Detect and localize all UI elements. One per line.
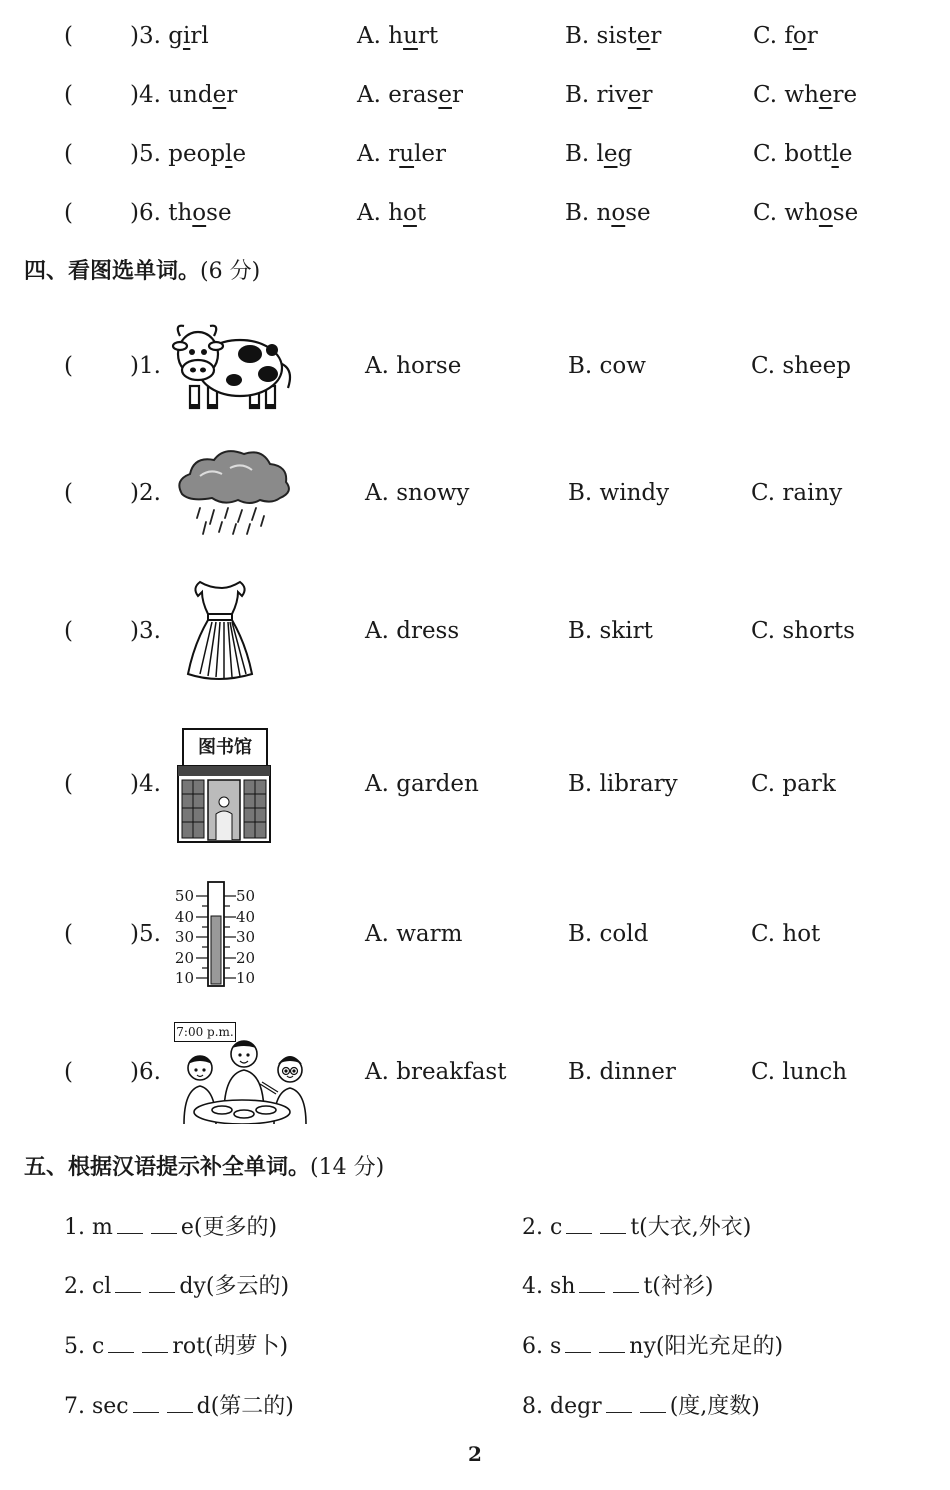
fill-item: 1. m e(更多的) [64,1215,278,1240]
fill-item: 6. s ny(阳光充足的) [522,1334,784,1359]
clock-label: 7:00 p.m. [174,1022,236,1042]
option-a[interactable]: A. hurt [357,23,439,49]
option-c[interactable]: C. hot [751,921,821,947]
option-b[interactable]: B. skirt [568,618,653,644]
blank[interactable] [613,1274,639,1293]
option-a[interactable]: A. garden [365,771,479,797]
rain-cloud-icon [170,446,300,540]
blank[interactable] [606,1394,632,1413]
answer-paren[interactable]: ( [64,82,73,108]
answer-paren[interactable]: ( [64,1059,73,1085]
option-a[interactable]: A. snowy [365,480,470,506]
option-a[interactable]: A. eraser [357,82,463,108]
picture-question [0,914,950,954]
picture-question [0,473,950,513]
section-heading: 五、根据汉语提示补全单词。(14 分) [24,1155,385,1180]
answer-paren[interactable]: ( [64,771,73,797]
option-a[interactable]: A. ruler [357,141,447,167]
page-number: 2 [468,1442,482,1466]
option-b[interactable]: B. cold [568,921,649,947]
option-b[interactable]: B. library [568,771,678,797]
question-number: )5. people [130,141,247,167]
scale-left: 50 40 30 20 10 [174,887,194,987]
scale-right: 50 40 30 20 10 [236,887,256,987]
question-number: )4. under [130,82,238,108]
picture-question [0,1052,950,1092]
question-number: )6. those [130,200,232,226]
phonics-row [0,193,950,233]
question-number: )6. [130,1059,161,1085]
answer-paren[interactable]: ( [64,480,73,506]
picture-question [0,346,950,386]
option-b[interactable]: B. windy [568,480,670,506]
blank[interactable] [600,1215,626,1234]
blank[interactable] [108,1334,134,1353]
option-c[interactable]: C. rainy [751,480,843,506]
option-a[interactable]: A. dress [365,618,460,644]
option-c[interactable]: C. park [751,771,836,797]
blank[interactable] [149,1274,175,1293]
fill-item: 2. c t(大衣,外衣) [522,1215,752,1240]
phonics-row [0,75,950,115]
question-number: )1. [130,353,161,379]
fill-item: 5. c rot(胡萝卜) [64,1334,289,1359]
option-b[interactable]: B. leg [565,141,633,167]
question-number: )3. [130,618,161,644]
option-a[interactable]: A. hot [357,200,427,226]
blank[interactable] [167,1394,193,1413]
phonics-row [0,134,950,174]
option-a[interactable]: A. breakfast [365,1059,507,1085]
library-icon [176,724,272,844]
thermometer-icon [168,880,268,992]
blank[interactable] [640,1394,666,1413]
option-a[interactable]: A. warm [365,921,463,947]
question-number: )3. girl [130,23,209,49]
option-b[interactable]: B. sister [565,23,662,49]
section-heading: 四、看图选单词。(6 分) [24,259,261,284]
option-c[interactable]: C. lunch [751,1059,848,1085]
fill-item: 4. sh t(衬衫) [522,1274,714,1299]
option-b[interactable]: B. nose [565,200,651,226]
blank[interactable] [599,1334,625,1353]
fill-item: 2. cl dy(多云的) [64,1274,290,1299]
family-dinner-icon [172,1020,314,1124]
blank[interactable] [115,1274,141,1293]
option-c[interactable]: C. sheep [751,353,851,379]
library-sign: 图书馆 [182,728,268,768]
answer-paren[interactable]: ( [64,353,73,379]
option-c[interactable]: C. for [753,23,818,49]
picture-question [0,611,950,651]
option-b[interactable]: B. cow [568,353,646,379]
cow-icon [170,318,300,414]
phonics-row [0,16,950,56]
option-b[interactable]: B. river [565,82,653,108]
blank[interactable] [566,1215,592,1234]
answer-paren[interactable]: ( [64,921,73,947]
answer-paren[interactable]: ( [64,200,73,226]
question-number: )4. [130,771,161,797]
option-c[interactable]: C. bottle [753,141,853,167]
answer-paren[interactable]: ( [64,618,73,644]
blank[interactable] [151,1215,177,1234]
fill-item: 8. degr (度,度数) [522,1394,760,1419]
blank[interactable] [133,1394,159,1413]
picture-question [0,764,950,804]
answer-paren[interactable]: ( [64,141,73,167]
blank[interactable] [565,1334,591,1353]
dress-icon [170,576,300,682]
fill-item: 7. sec d(第二的) [64,1394,294,1419]
blank[interactable] [117,1215,143,1234]
option-c[interactable]: C. where [753,82,858,108]
option-c[interactable]: C. shorts [751,618,855,644]
blank[interactable] [579,1274,605,1293]
question-number: )5. [130,921,161,947]
option-c[interactable]: C. whose [753,200,859,226]
option-a[interactable]: A. horse [365,353,462,379]
answer-paren[interactable]: ( [64,23,73,49]
option-b[interactable]: B. dinner [568,1059,676,1085]
blank[interactable] [142,1334,168,1353]
question-number: )2. [130,480,161,506]
